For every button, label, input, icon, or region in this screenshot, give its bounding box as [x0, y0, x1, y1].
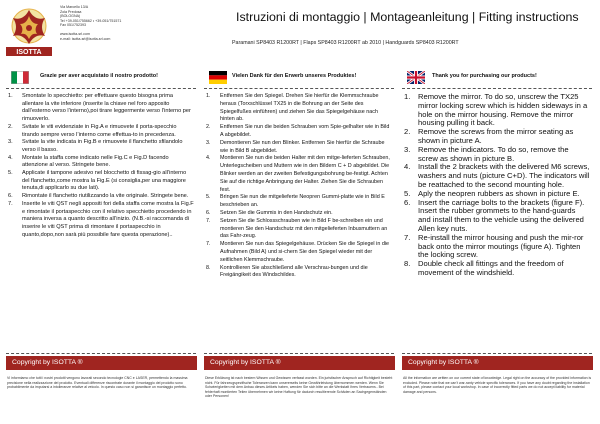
- page-subtitle: Paramani SP8403 R1200RT | Flaps SP8403 R1200RT ab 2010 | Handguards SP8403 R1200RT: [232, 40, 459, 46]
- list-item: [206, 218, 392, 241]
- step-text: Rimontate il flanchetto riutilizzando la vite originale. Stringete bene.: [22, 193, 189, 200]
- step-text: Montate la staffa come indicato nelle Fig.C e Fig.D facendo attenzione al verso. Stringete bene.: [22, 154, 169, 169]
- step-number: 8.: [404, 259, 411, 269]
- column-heading: Vielen Dank für den Erwerb unseres Produktes!: [232, 73, 357, 79]
- germany-flag-icon: [209, 71, 227, 84]
- disclaimer-text: Vi informiamo che tutti i nostri prodotti vengono lavorati secondo tecnologie CNC e LASER, permettendo la massima precisione nella realizzazione del prodotto. Eventuali differenze riscontrate durante il montaggio del prodotto sono probabilmente da imputarsi a intolleranze relative al veicolo. In questo caso non si garantisce un montaggio perfetto.: [7, 376, 188, 390]
- divider: [402, 353, 592, 354]
- step-number: 4.: [8, 154, 13, 161]
- list-item: [206, 155, 392, 194]
- column-heading: Thank you for purchasing our products!: [432, 73, 537, 79]
- step-text: Montieren Sie nun die beiden Halter mit den mitge-lieferten Schrauben, Unterlegscheiben und Muttern wie in den Bildern C + D abgebildet. Die Blinker werden an der zweiten Befestigungsbohrung be-festigt. Achten Sie auf die richtige Anbringung der Halter. Ziehen Sie die Schrauben fest.: [220, 155, 390, 193]
- list-item: [8, 193, 194, 201]
- list-item: [8, 170, 194, 193]
- step-text: Kontrollieren Sie abschließend alle Verschrau-bungen und die Freigängikeit des Windschildes.: [220, 264, 368, 279]
- step-number: 7.: [8, 200, 13, 207]
- italian-column: [4, 66, 199, 422]
- step-text: Entfernen Sie den Spiegel. Drehen Sie hierfür die Klemmschraube heraus (Torxschlüssel TX25 in die Bohrung an der Seite des Spiegelfußes einführen) und ziehen Sie das Spiegelgehäuse nach hinten ab.: [220, 93, 379, 123]
- steps-list: [8, 93, 194, 239]
- address-line: (BOLOGNA): [60, 14, 81, 19]
- step-text: Remove the mirror. To do so, unscrew the TX25 mirror locking screw which is hidden sideways in a hole on the mirror housing. Remove the mirror housing pulling it back.: [418, 92, 588, 128]
- step-number: 1.: [8, 93, 13, 99]
- website-link[interactable]: www.isotta-srl.com: [60, 31, 90, 36]
- step-number: 6.: [8, 193, 13, 200]
- list-item: [8, 124, 194, 139]
- step-text: Double check all fittings and the freedom of movement of the windshield.: [418, 259, 564, 277]
- step-text: Re-install the mirror housing and push the mir-ror back onto the mirror moutings (figure A). Tighten the locking screw.: [418, 232, 584, 260]
- step-text: Setzen Sie die Schlossschrauben wie in Bild F be-schreiben ein und montieren Sie den Handschutz mit den mitgelieferten Inbusmuttern an das Fahr-zeug.: [220, 217, 388, 240]
- list-item: [206, 265, 392, 281]
- list-item: [404, 260, 590, 278]
- disclaimer-text: Diese Erklärung ist nach bestem Wissen und Gewissen verfasst worden. Ein juristischer Anspruch auf Richtigkeit besteht nicht. Für fahrzeugspezifische Toleranzen kann unsererseits keine Gewährleistung übernommen werden. Wenn Sie Schwierigkeiten mit dem Anbau dieses Artikels haben, wenden Sie sich bitte an die Werkstatt Ihres Vertrauens.. Bei fehlerhaft montierten Teilen übernehmen wir keine Haftung für dadurch resultierende Schäden an Sachgegenständen oder Personen!: [205, 376, 393, 399]
- step-text: Setzen Sie die Gummis in den Handschutz ein.: [220, 209, 333, 216]
- step-number: 5.: [8, 170, 13, 177]
- step-number: 2.: [206, 124, 211, 131]
- step-number: 8.: [206, 264, 211, 271]
- divider: [204, 353, 394, 354]
- divider: [204, 88, 394, 89]
- list-item: [404, 146, 590, 164]
- step-number: 5.: [206, 194, 211, 201]
- column-heading: Grazie per aver acquistato il nostro prodotto!: [40, 73, 158, 79]
- step-number: 6.: [206, 209, 211, 216]
- step-text: Remove the screws from the mirror seating as shown in picture A.: [418, 127, 574, 145]
- list-item: [206, 241, 392, 264]
- step-number: 4.: [404, 162, 411, 172]
- steps-list: [206, 93, 392, 280]
- page-title: Istruzioni di montaggio | Montageanleitung | Fitting instructions: [236, 10, 579, 24]
- list-item: [404, 234, 590, 260]
- step-number: 5.: [404, 188, 411, 198]
- list-item: [206, 194, 392, 210]
- copyright-bar: Copyright by ISOTTA ®: [6, 356, 197, 370]
- address-line: Zola Predosa: [60, 9, 82, 14]
- step-text: Install the 2 brackets with the delivered M6 screws, washers and nuts (picture C+D). The indicators will be reattached to the second mounting hole.: [418, 162, 590, 189]
- address-line: Via Marcello 13/A: [60, 5, 89, 9]
- logo-text: ISOTTA: [16, 49, 42, 56]
- list-item: [404, 128, 590, 146]
- divider: [6, 88, 196, 89]
- email-link[interactable]: e-mail: isotta-srl@isotta-srl.com: [60, 36, 111, 41]
- step-text: Montieren Sie nun das Spiegelgehäuse. Drücken Sie die Spiegel in die Aufnahmen (Bild A) und si-chern Sie den Spiegel wieder mit der seitlichen Klemmschraube.: [220, 241, 390, 263]
- list-item: [206, 124, 392, 140]
- phone-line: Tel +39-051/755662 • +39-051/751571: [60, 18, 122, 23]
- step-number: 6.: [404, 197, 411, 207]
- italy-flag-icon: [11, 71, 29, 84]
- list-item: [8, 155, 194, 170]
- list-item: [8, 201, 194, 240]
- step-text: Insert the carriage bolts to the brackets (figure F). Insert the rubber grommets to the hand-guards and install them to the vehicle using the delivered Allen key nuts.: [418, 197, 585, 233]
- uk-flag-icon: [407, 71, 425, 84]
- step-number: 3.: [8, 139, 13, 146]
- german-column: [202, 66, 397, 422]
- divider: [6, 353, 196, 354]
- list-item: [206, 140, 392, 156]
- list-item: [206, 93, 392, 124]
- step-number: 4.: [206, 155, 211, 162]
- step-text: Aply the neopren rubbers as shown in picture E.: [418, 188, 580, 198]
- step-text: Smontate lo specchietto: per effettuare questo bisogna prima allentare la vite inferiore (inserite la chiave nel foro apposito dall’esterno verso l’interno),poi tirare leggermente verso l’interno per rimuoverlo.: [22, 93, 191, 123]
- step-number: 3.: [206, 139, 211, 146]
- step-number: 7.: [404, 232, 411, 242]
- step-text: Bringen Sie nun die mitgelieferte Neopren Gummi-platte wie in Bild E beschrieben an.: [220, 194, 385, 209]
- copyright-bar: Copyright by ISOTTA ®: [402, 356, 593, 370]
- step-number: 1.: [404, 92, 411, 101]
- company-address: [60, 5, 180, 41]
- list-item: [404, 93, 590, 128]
- step-text: Applicate il tampone adesivo nel blocchetto di fissag-gio all’interno del flanchetto,come mostra la Fig.E (si consiglia,per una maggiore tenuta,di applicarlo su due lati).: [22, 170, 187, 192]
- divider: [402, 88, 592, 89]
- list-item: [206, 210, 392, 218]
- step-text: Remove the indicators. To do so, remove the screw as shown in picture B.: [418, 144, 569, 163]
- disclaimer-text: All the information are written on our current state of knowledge. Legal right on the accuracy of the provided information is excluded. Please note that we can’t war-ranty vehicle specific tolerances. If you have any doubt regarding the installation of this part, please contact your local workshop. In case of incorrectly fitted parts we do not accept liability for material damage and persons.: [403, 376, 592, 394]
- step-text: Entfernen Sie nun die beiden Schrauben vom Spie-gelhalter wie in Bild A abgebildet.: [220, 124, 390, 138]
- step-text: Demontieren Sie nun den Blinker. Entfernen Sie hierfür die Schraube wie in Bild B abgebildet.: [220, 139, 385, 154]
- step-number: 2.: [404, 127, 411, 137]
- copyright-bar: Copyright by ISOTTA ®: [204, 356, 395, 370]
- steps-list: [404, 93, 590, 278]
- step-number: 1.: [206, 93, 211, 99]
- step-number: 7.: [206, 217, 211, 224]
- step-number: 2.: [8, 123, 13, 130]
- list-item: [8, 139, 194, 154]
- step-text: Svitate le viti evidenziate in Fig.A e rimuovete il porta-specchio tirando sempre verso l’interno come effettua-to in precedenza.: [22, 123, 177, 138]
- list-item: [404, 163, 590, 189]
- list-item: [8, 93, 194, 124]
- step-number: 7.: [206, 241, 211, 248]
- english-column: [400, 66, 595, 422]
- fax-line: Fax 051/752393: [60, 23, 86, 28]
- step-text: Svitate la vite indicata in Fig.B e rimuovete il flanchetto sfilandolo verso il basso.: [22, 139, 183, 153]
- list-item: [404, 199, 590, 234]
- step-number: 3.: [404, 144, 411, 154]
- step-text: Inserite le viti QST negli appositi fori della staffa come mostra la Fig.F e rimontate il portaspecchio con il relativo specchietto procedendo in maniera inversa a quanto descritto all’inizio. (N.B.-si raccomanda di inserire le viti QST prima di rimontare il portaspecchio in quanto,dopo,non sarà più possibile fare questa operazione)..: [22, 200, 194, 238]
- isotta-logo: [3, 4, 55, 58]
